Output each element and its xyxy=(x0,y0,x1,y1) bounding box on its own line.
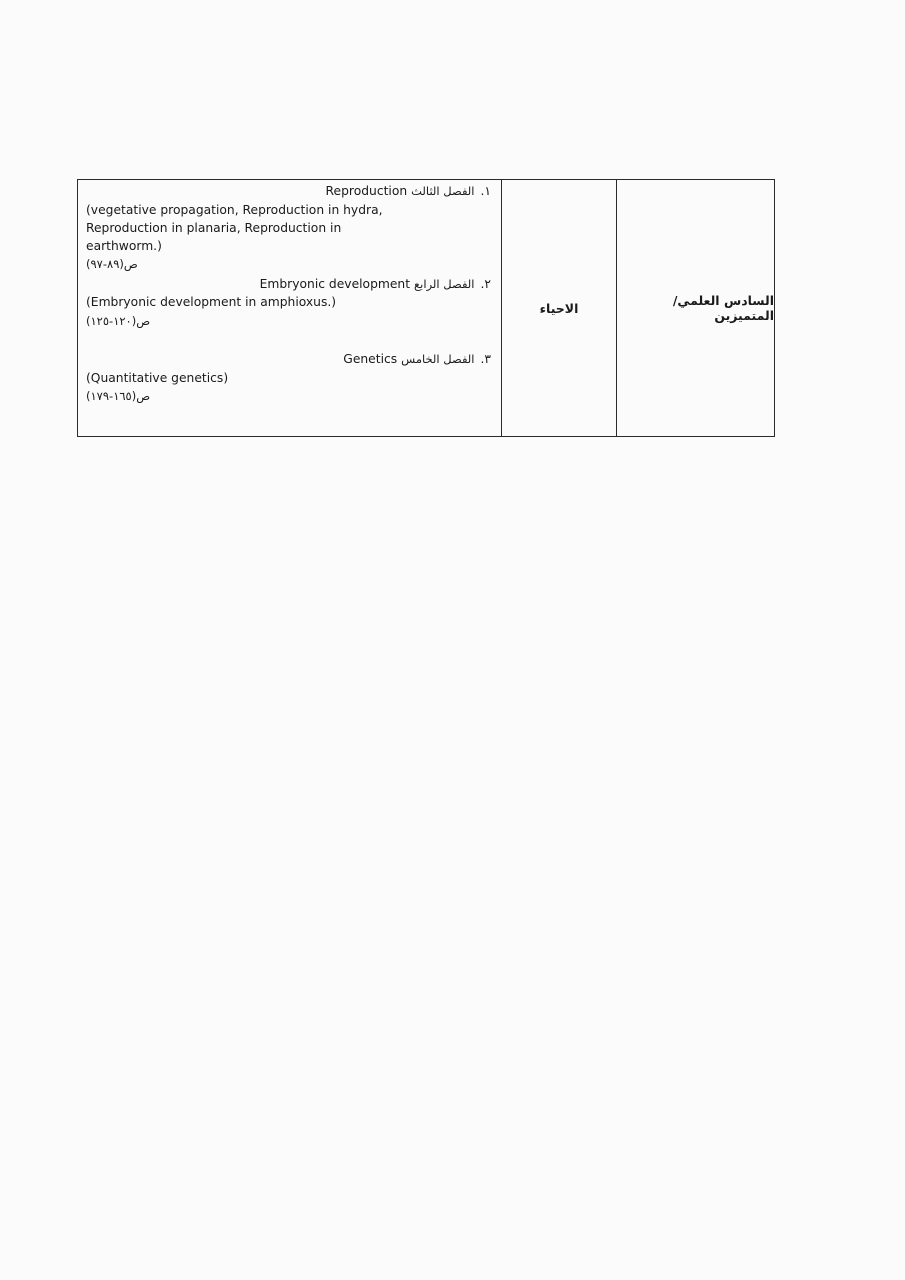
chapter-2-description-line: (Embryonic development in amphioxus.) xyxy=(86,295,337,309)
syllabus-table xyxy=(77,179,775,437)
chapter-3-pages: ص(١٦٥-١٧٩) xyxy=(86,389,151,403)
chapter-title-ar: الفصل الثالث xyxy=(411,184,475,198)
chapter-1-heading xyxy=(326,182,491,200)
subject-label: الاحياء xyxy=(539,300,579,316)
stage-label: السادس العلمي/ المتميزين xyxy=(672,293,774,323)
chapter-1-description-line: earthworm.) xyxy=(86,239,162,253)
chapter-2-pages: ص(١٢٠-١٢٥) xyxy=(86,314,151,328)
chapter-1-description-line: (vegetative propagation, Reproduction in hydra, xyxy=(86,203,383,217)
chapter-number: ٣. xyxy=(480,352,491,366)
chapter-1-pages: ص(٨٩-٩٧) xyxy=(86,257,138,271)
chapter-title-en: Reproduction xyxy=(325,184,408,198)
topics-cell xyxy=(78,180,502,437)
subject-cell xyxy=(502,180,617,437)
chapter-title-ar: الفصل الخامس xyxy=(401,352,475,366)
chapter-3-heading xyxy=(343,350,491,368)
chapter-number: ٢. xyxy=(480,277,491,291)
chapter-title-en: Genetics xyxy=(343,352,398,366)
chapter-title-ar: الفصل الرابع xyxy=(414,277,475,291)
chapter-number: ١. xyxy=(480,184,491,198)
chapter-3-description-line: (Quantitative genetics) xyxy=(86,371,229,385)
chapter-title-en: Embryonic development xyxy=(259,277,411,291)
chapter-1-description-line: Reproduction in planaria, Reproduction in xyxy=(86,221,342,235)
table-row xyxy=(78,180,775,437)
chapter-2-heading xyxy=(260,275,491,293)
stage-cell xyxy=(617,180,775,437)
